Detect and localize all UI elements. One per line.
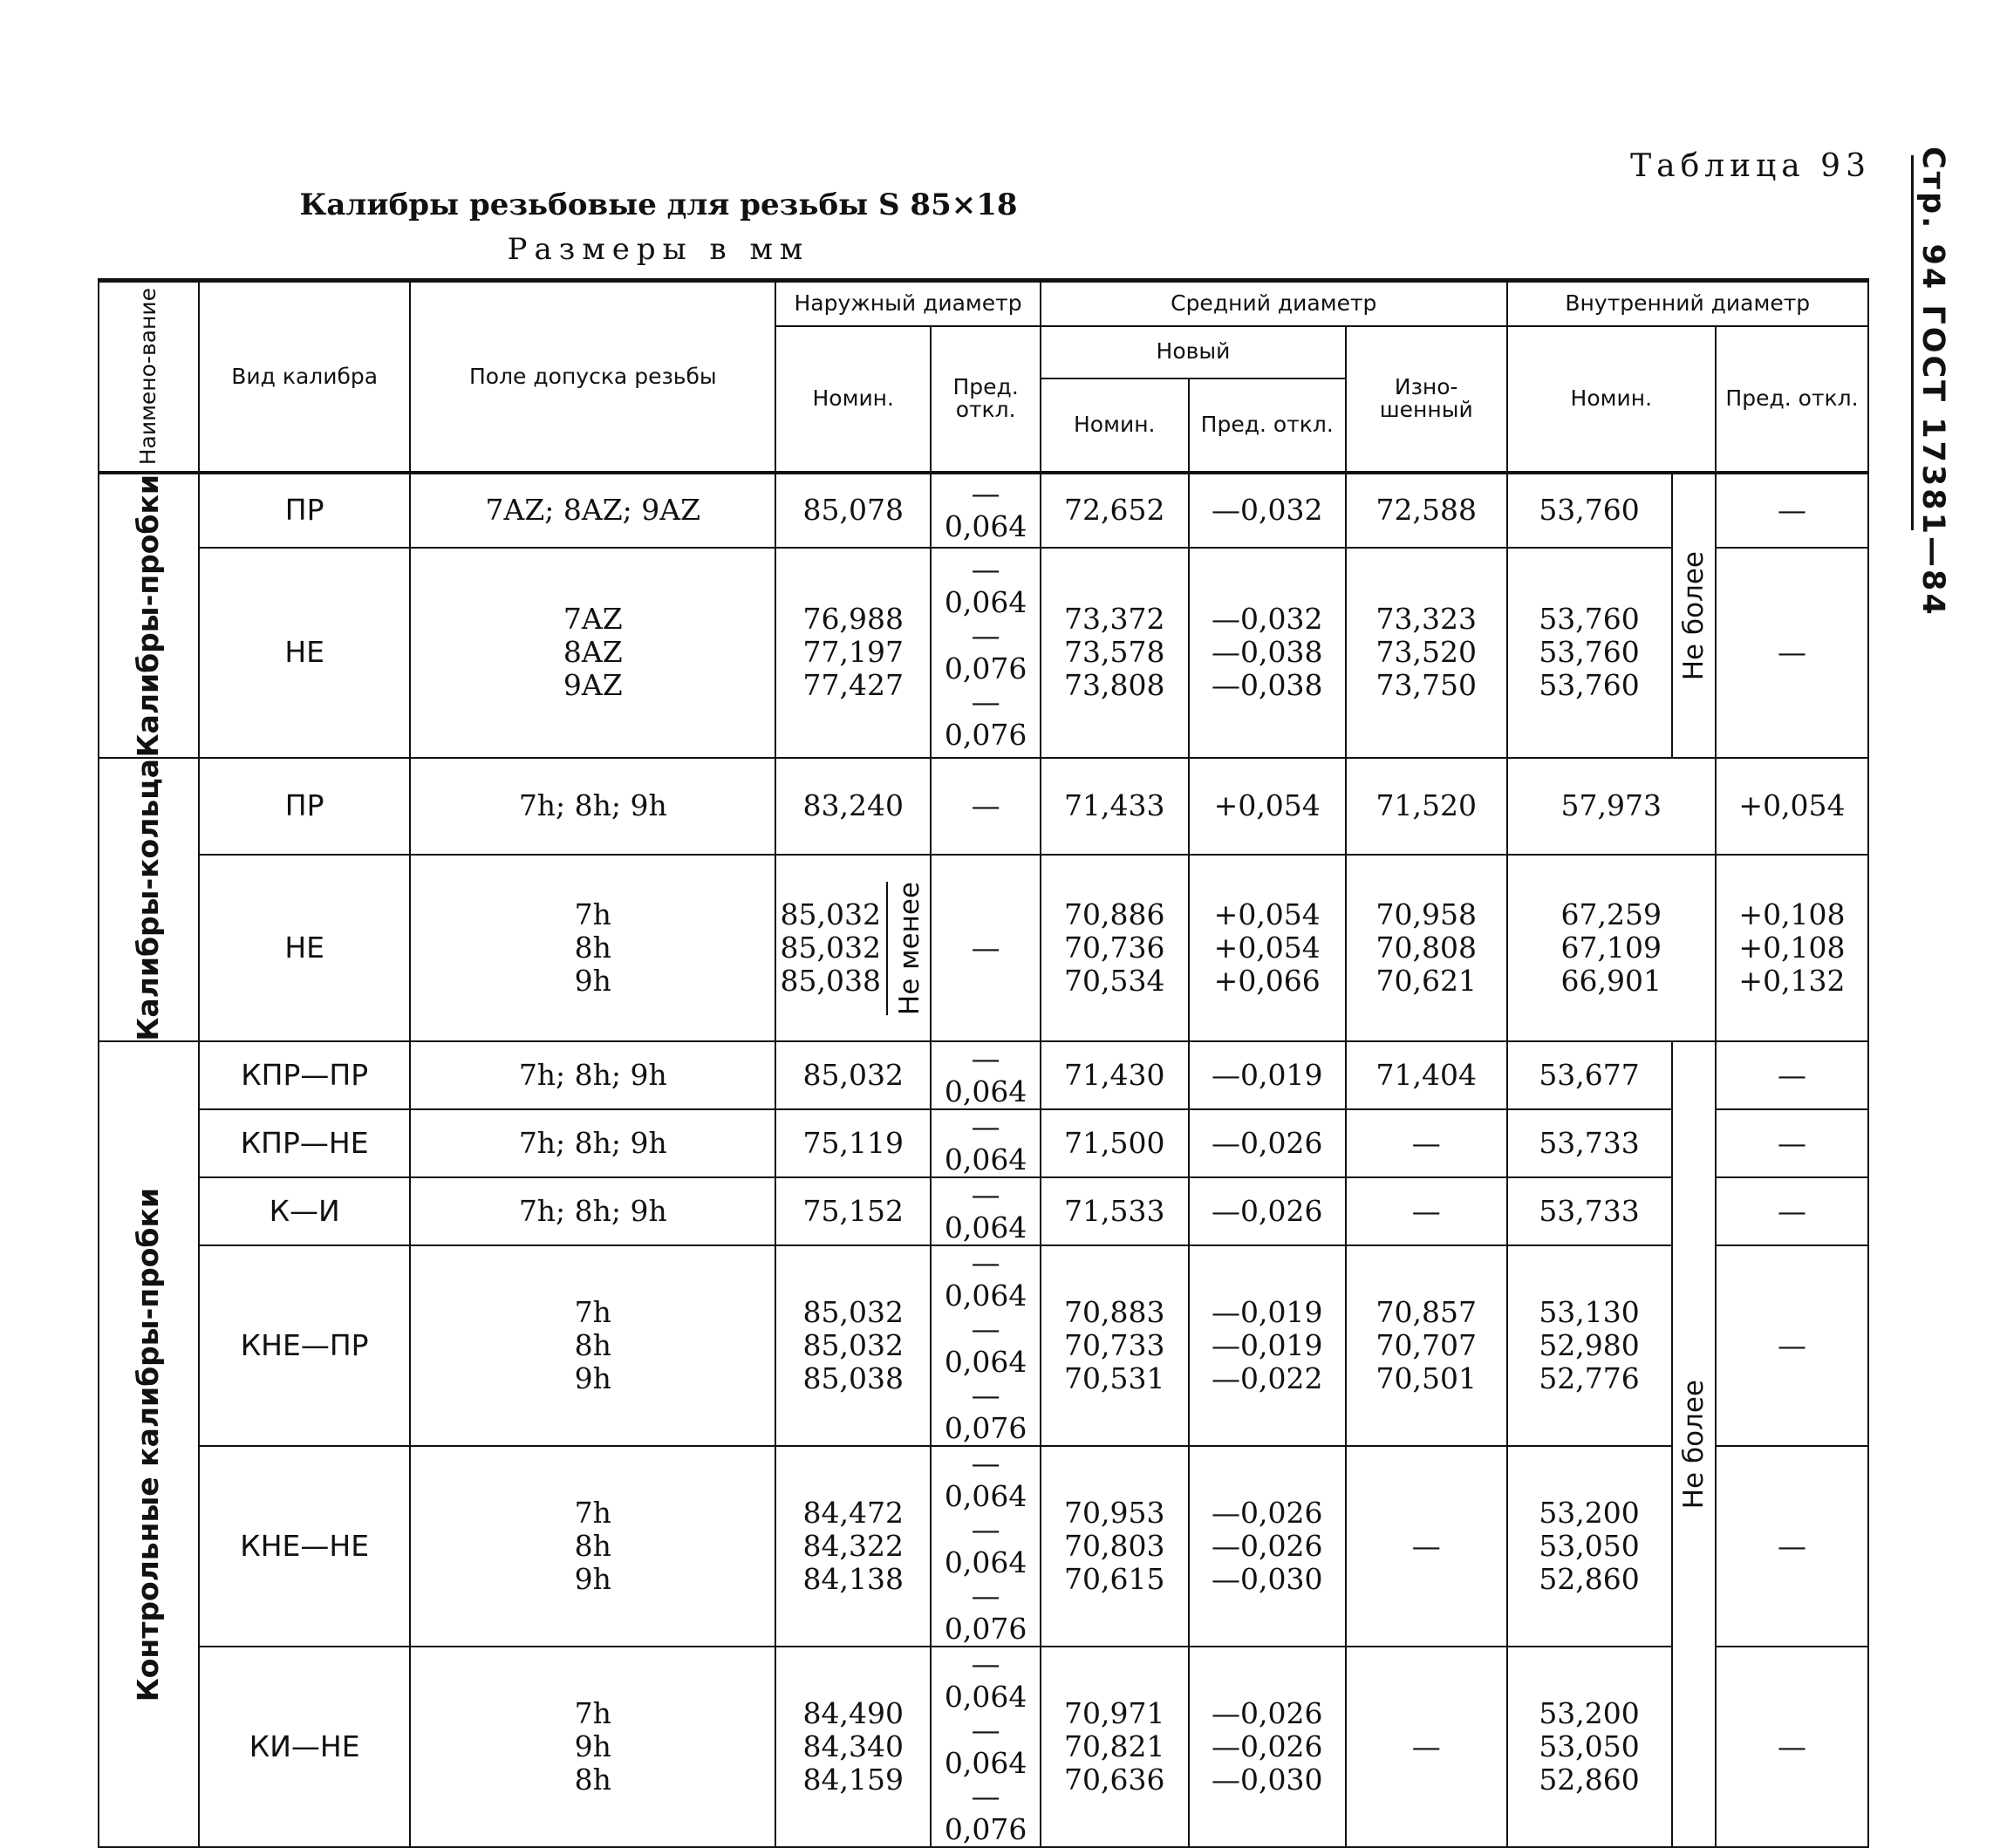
table-row	[99, 473, 1868, 548]
cell-field: 7h; 8h; 9h	[410, 758, 775, 855]
table-row	[99, 548, 1868, 758]
group-plugs: Калибры-пробки	[99, 473, 199, 758]
table-number: Таблица 93	[1630, 148, 1871, 184]
cell-inner-dev: —	[1716, 473, 1868, 548]
cell-worn: —	[1346, 1109, 1507, 1177]
cell-inner-nom: 53,733	[1507, 1177, 1672, 1245]
cell-mid-nom: 71,500	[1041, 1109, 1189, 1177]
cell-worn: 71,520	[1346, 758, 1507, 855]
cell-worn: —	[1346, 1177, 1507, 1245]
header-mid-dev: Пред. откл.	[1189, 378, 1346, 473]
header-field: Поле допуска резьбы	[410, 281, 775, 473]
cell-outer-nom: 83,240	[775, 758, 931, 855]
cell-worn: 72,588	[1346, 473, 1507, 548]
table-subtitle: Размеры в мм	[507, 232, 810, 267]
header-new: Новый	[1041, 326, 1346, 378]
cell-mid-nom: 71,533	[1041, 1177, 1189, 1245]
header-inner-dev: Пред. откл.	[1716, 326, 1868, 473]
cell-worn: 71,404	[1346, 1041, 1507, 1109]
cell-inner-nom: 53,760	[1507, 473, 1672, 548]
cell-inner-dev: +0,108 +0,108 +0,132	[1716, 855, 1868, 1042]
table-row	[99, 1109, 1868, 1177]
cell-outer-dev: —0,064	[931, 473, 1041, 548]
header-worn: Изно-шенный	[1346, 326, 1507, 473]
cell-inner-dev: —	[1716, 1041, 1868, 1109]
cell-outer-dev: —0,064 —0,064 —0,076	[931, 1245, 1041, 1446]
cell-mid-nom: 70,886 70,736 70,534	[1041, 855, 1189, 1042]
header-middle: Средний диаметр	[1041, 281, 1507, 326]
cell-outer-nom: 85,032	[775, 1041, 931, 1109]
cell-inner-dev: +0,054	[1716, 758, 1868, 855]
header-outer-dev: Пред. откл.	[931, 326, 1041, 473]
cell-outer-dev: —	[931, 758, 1041, 855]
cell-inner-nom: 53,760 53,760 53,760	[1507, 548, 1672, 758]
cell-kind: КПР—НЕ	[199, 1109, 411, 1177]
cell-inner-nom: 53,130 52,980 52,776	[1507, 1245, 1672, 1446]
cell-inner-dev: —	[1716, 548, 1868, 758]
cell-inner-dev: —	[1716, 1109, 1868, 1177]
cell-outer-nom: 84,490 84,340 84,159	[775, 1647, 931, 1847]
cell-kind: КНЕ—ПР	[199, 1245, 411, 1446]
cell-mid-nom: 70,971 70,821 70,636	[1041, 1647, 1189, 1847]
cell-outer-dev: —0,064 —0,064 —0,076	[931, 1446, 1041, 1647]
cell-kind: ПР	[199, 473, 411, 548]
cell-outer-nom: 85,078	[775, 473, 931, 548]
cell-mid-dev: +0,054	[1189, 758, 1346, 855]
table-title: Калибры резьбовые для резьбы S 85×18	[299, 188, 1018, 222]
note-not-less: Не менее	[886, 882, 926, 1015]
cell-outer-nom: 76,988 77,197 77,427	[775, 548, 931, 758]
page-side-label: Стр. 94 ГОСТ 17381—84	[1915, 147, 1950, 617]
cell-inner-nom: 53,200 53,050 52,860	[1507, 1647, 1672, 1847]
cell-field: 7h 9h 8h	[410, 1647, 775, 1847]
table-row	[99, 1245, 1868, 1446]
cell-mid-dev: —0,032	[1189, 473, 1346, 548]
cell-worn: 73,323 73,520 73,750	[1346, 548, 1507, 758]
cell-inner-nom: 53,677	[1507, 1041, 1672, 1109]
cell-field: 7h; 8h; 9h	[410, 1109, 775, 1177]
note-not-more-2: Не более	[1672, 1041, 1716, 1847]
cell-outer-nom: 85,032 85,032 85,038 Не менее	[775, 855, 931, 1042]
group-rings: Калибры-кольца	[99, 758, 199, 1042]
table-row	[99, 1647, 1868, 1847]
table-row	[99, 1041, 1868, 1109]
side-rule	[1911, 155, 1914, 530]
cell-kind: К—И	[199, 1177, 411, 1245]
cell-mid-dev: —0,026 —0,026 —0,030	[1189, 1446, 1346, 1647]
cell-kind: КИ—НЕ	[199, 1647, 411, 1847]
cell-mid-dev: —0,026	[1189, 1109, 1346, 1177]
cell-outer-nom: 75,152	[775, 1177, 931, 1245]
cell-outer-dev: —0,064 —0,076 —0,076	[931, 548, 1041, 758]
cell-mid-nom: 73,372 73,578 73,808	[1041, 548, 1189, 758]
cell-outer-nom: 75,119	[775, 1109, 931, 1177]
cell-outer-dev: —0,064	[931, 1041, 1041, 1109]
cell-field: 7h 8h 9h	[410, 1446, 775, 1647]
header-outer: Наружный диаметр	[775, 281, 1041, 326]
cell-mid-nom: 70,953 70,803 70,615	[1041, 1446, 1189, 1647]
cell-mid-nom: 71,430	[1041, 1041, 1189, 1109]
cell-worn: 70,857 70,707 70,501	[1346, 1245, 1507, 1446]
cell-mid-dev: —0,026	[1189, 1177, 1346, 1245]
cell-field: 7AZ; 8AZ; 9AZ	[410, 473, 775, 548]
cell-mid-dev: —0,032 —0,038 —0,038	[1189, 548, 1346, 758]
cell-field: 7h 8h 9h	[410, 1245, 775, 1446]
cell-field: 7h; 8h; 9h	[410, 1177, 775, 1245]
cell-worn: 70,958 70,808 70,621	[1346, 855, 1507, 1042]
cell-mid-dev: —0,019 —0,019 —0,022	[1189, 1245, 1346, 1446]
header-name: Наимено-вание	[99, 281, 199, 473]
cell-inner-nom: 57,973	[1507, 758, 1716, 855]
header-outer-nom: Номин.	[775, 326, 931, 473]
cell-worn: —	[1346, 1446, 1507, 1647]
table-row	[99, 1177, 1868, 1245]
header-mid-nom: Номин.	[1041, 378, 1189, 473]
note-not-more-1: Не более	[1672, 473, 1716, 758]
cell-mid-dev: —0,026 —0,026 —0,030	[1189, 1647, 1346, 1847]
cell-outer-dev: —	[931, 855, 1041, 1042]
cell-mid-nom: 71,433	[1041, 758, 1189, 855]
cell-field: 7h 8h 9h	[410, 855, 775, 1042]
table-row	[99, 758, 1868, 855]
cell-mid-nom: 72,652	[1041, 473, 1189, 548]
cell-mid-dev: +0,054 +0,054 +0,066	[1189, 855, 1346, 1042]
cell-outer-nom: 84,472 84,322 84,138	[775, 1446, 931, 1647]
cell-outer-dev: —0,064	[931, 1177, 1041, 1245]
cell-field: 7h; 8h; 9h	[410, 1041, 775, 1109]
cell-kind: КНЕ—НЕ	[199, 1446, 411, 1647]
header-inner-nom: Номин.	[1507, 326, 1716, 473]
cell-field: 7AZ 8AZ 9AZ	[410, 548, 775, 758]
cell-kind: НЕ	[199, 548, 411, 758]
group-control: Контрольные калибры-пробки	[99, 1041, 199, 1847]
cell-inner-nom: 53,733	[1507, 1109, 1672, 1177]
table-row	[99, 1446, 1868, 1647]
cell-outer-nom: 85,032 85,032 85,038	[775, 1245, 931, 1446]
cell-inner-nom: 53,200 53,050 52,860	[1507, 1446, 1672, 1647]
table-row	[99, 855, 1868, 1042]
cell-mid-nom: 70,883 70,733 70,531	[1041, 1245, 1189, 1446]
cell-inner-dev: —	[1716, 1245, 1868, 1446]
cell-inner-nom: 67,259 67,109 66,901	[1507, 855, 1716, 1042]
cell-kind: ПР	[199, 758, 411, 855]
header-inner: Внутренний диаметр	[1507, 281, 1868, 326]
cell-mid-dev: —0,019	[1189, 1041, 1346, 1109]
cell-inner-dev: —	[1716, 1177, 1868, 1245]
cell-inner-dev: —	[1716, 1446, 1868, 1647]
cell-inner-dev: —	[1716, 1647, 1868, 1847]
header-kind: Вид калибра	[199, 281, 411, 473]
gauge-table	[98, 278, 1869, 1848]
cell-outer-dev: —0,064 —0,064 —0,076	[931, 1647, 1041, 1847]
cell-kind: НЕ	[199, 855, 411, 1042]
cell-outer-dev: —0,064	[931, 1109, 1041, 1177]
cell-worn: —	[1346, 1647, 1507, 1847]
cell-kind: КПР—ПР	[199, 1041, 411, 1109]
